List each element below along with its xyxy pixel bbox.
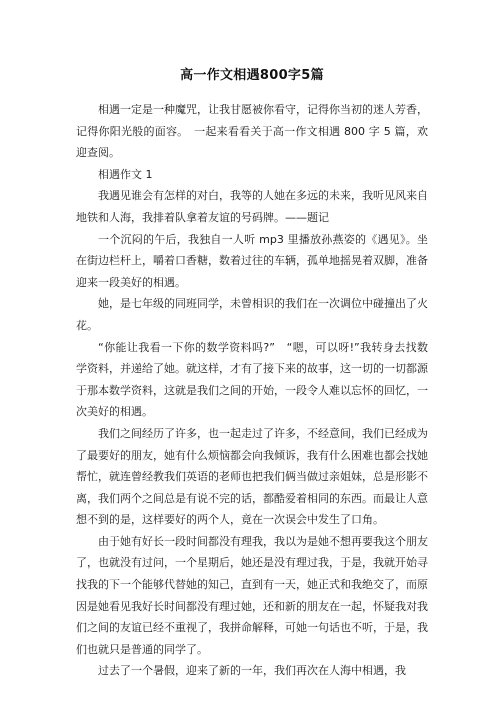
paragraph: 一个沉闷的午后，我独自一人听 mp3 里播放孙燕姿的《遇见》。坐在街边栏杆上，嚼着口香糖，数着过往的车辆，孤单地摇晃着双脚，准备迎来一段美好的相遇。	[76, 232, 428, 289]
document-title: 高一作文相遇800字5篇	[180, 68, 324, 83]
paragraph: 我们之间经历了许多，也一起走过了许多，不经意间，我们已经成为了最要好的朋友，她有什么烦恼都会向我倾诉，我有什么困难也都会找她帮忙，就连曾经教我们英语的老师也把我们俩当做过亲姐妹，总是形影不离，我们两个之间总是有说不完的话，都酷爱着相同的东西。而最让人意想不到的是，这样要好的两个人，竟在一次误会中发生了口角。	[76, 426, 428, 527]
section-heading: 相遇作文 1	[98, 167, 153, 181]
paragraph: 过去了一个暑假，迎来了新的一年，我们再次在人海中相遇，我	[98, 664, 406, 678]
paragraph-intro: 相遇一定是一种魔咒，让我甘愿被你看守，记得你当初的迷人芳香，记得你阳光般的面容。 一起来看看关于高一作文相遇 800 字 5 篇，欢迎查阅。	[76, 103, 428, 160]
paragraph: 由于她有好长一段时间都没有理我，我以为是她不想再要我这个朋友了，也就没有过问，一个星期后，她还是没有理过我，于是，我就开始寻找我的下一个能够代替她的知己，直到有一天，她正式和我绝交了，而原因是她看见我好长时间都没有理过她，还和新的朋友在一起，怀疑我对我们之间的友谊已经不重视了，我拼命解释，可她一句话也不听，于是，我们也就只是普通的同学了。	[76, 534, 428, 656]
paragraph-epigraph: 我遇见谁会有怎样的对白，我等的人她在多远的未来，我听见风来自地铁和人海，我排着队拿着友谊的号码牌。——题记	[76, 189, 428, 224]
paragraph: 她，是七年级的同班同学，未曾相识的我们在一次调位中碰撞出了火花。	[76, 297, 428, 332]
paragraph: “你能让我看一下你的数学资料吗?” “嗯，可以呀!”我转身去找数学资料，并递给了她。就这样，才有了接下来的故事，这一切的一切都源于那本数学资料，这就是我们之间的开始，一段令人难以忘怀的回忆，一次美好的相遇。	[76, 340, 428, 419]
